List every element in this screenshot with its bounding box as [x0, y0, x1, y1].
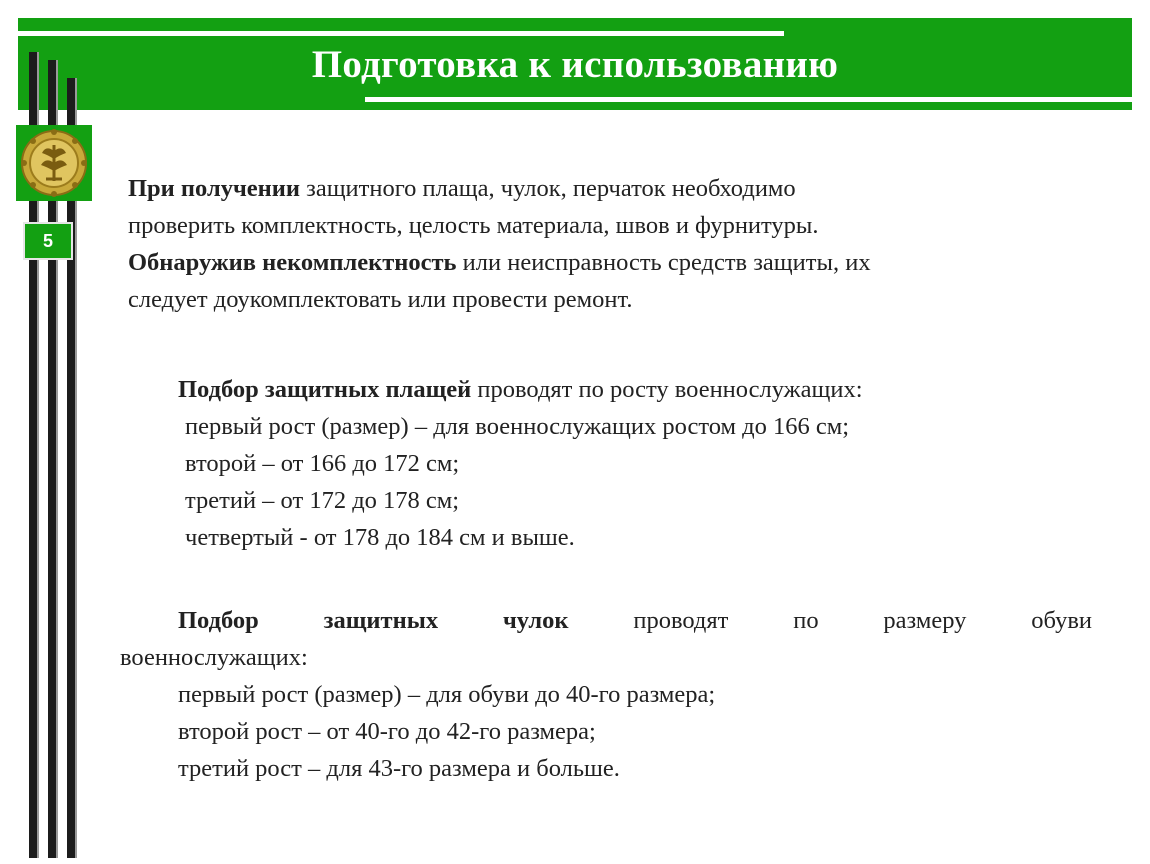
bold-phrase: При получении	[128, 175, 301, 202]
paragraph-line: военнослужащих:	[120, 644, 308, 671]
paragraph-line	[178, 371, 1078, 408]
list-item: первый рост (размер) – для военнослужащих ростом до 166 см;	[185, 413, 850, 440]
word: обуви	[1031, 607, 1092, 634]
list-item: третий рост – для 43-го размера и больше.	[178, 755, 620, 782]
bold-phrase: Подбор защитных плащей	[178, 376, 472, 403]
paragraph-line	[128, 244, 1103, 281]
word: размеру	[883, 607, 967, 634]
list-item: второй рост – от 40-го до 42-го размера;	[178, 718, 596, 745]
bold-word: Подбор	[178, 607, 259, 634]
slide-number-badge: 5	[23, 222, 73, 260]
list-item: четвертый - от 178 до 184 см и выше.	[185, 524, 575, 551]
wheat-emblem-icon	[16, 125, 92, 201]
list-item: второй – от 166 до 172 см;	[185, 450, 460, 477]
paragraph-cloaks	[178, 371, 1078, 556]
paragraph-line	[128, 170, 1103, 207]
text-span: или неисправность средств защиты, их	[456, 249, 871, 276]
paragraph-line	[120, 602, 1092, 639]
paragraph-line: следует доукомплектовать или провести ремонт.	[128, 286, 633, 313]
word: по	[793, 607, 819, 634]
page-title: Подготовка к использованию	[311, 42, 839, 86]
paragraph-inspection	[128, 170, 1103, 318]
paragraph-line: проверить комплектность, целость материала, швов и фурнитуры.	[128, 212, 819, 239]
paragraph-stockings	[120, 602, 1092, 787]
emblem-badge	[16, 125, 92, 201]
bold-word: чулок	[502, 607, 569, 634]
bold-phrase: Обнаружив некомплектность	[128, 249, 457, 276]
list-item: третий – от 172 до 178 см;	[185, 487, 460, 514]
list-item: первый рост (размер) – для обуви до 40-го размера;	[178, 681, 716, 708]
text-span: проводят по росту военнослужащих:	[471, 376, 863, 403]
word: проводят	[633, 607, 729, 634]
bold-word: защитных	[323, 607, 439, 634]
text-span: защитного плаща, чулок, перчаток необходимо	[300, 175, 796, 202]
